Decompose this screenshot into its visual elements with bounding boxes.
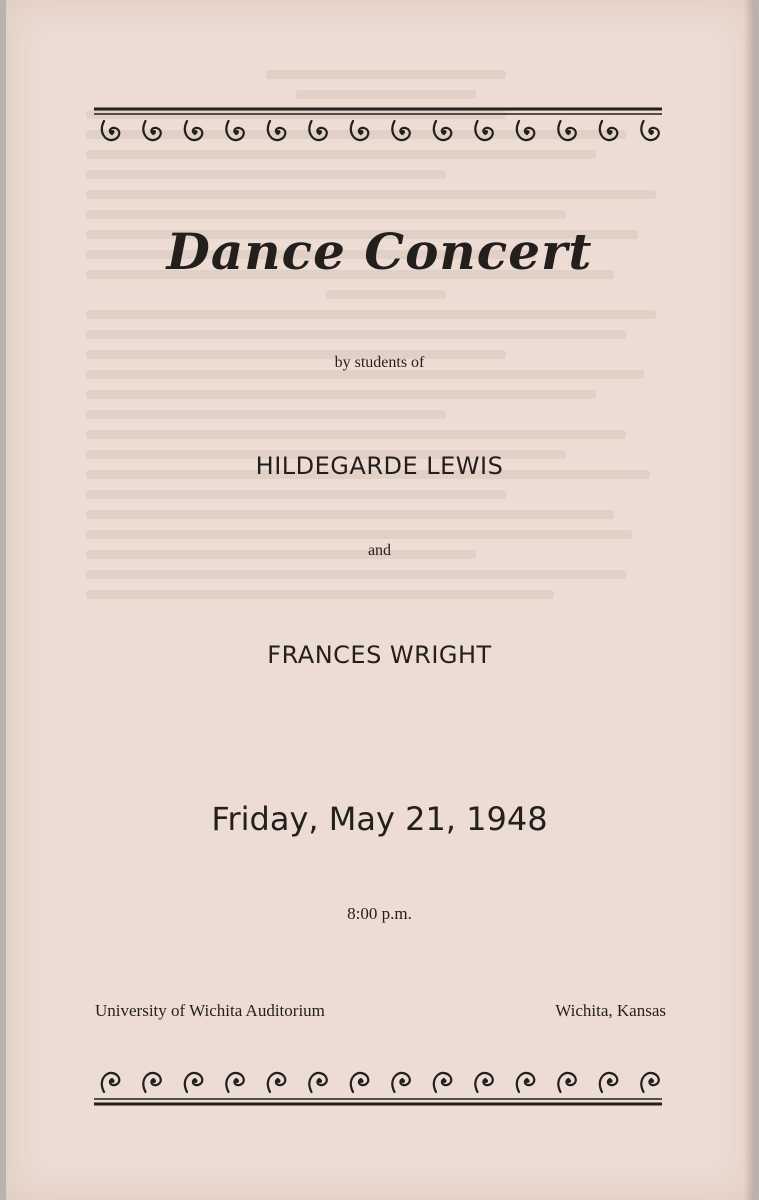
- bottom-scroll-border: [90, 1062, 666, 1110]
- scroll-swirl-dot: [235, 130, 239, 134]
- scroll-swirl-icon: [185, 121, 202, 140]
- scroll-swirl-icon: [517, 1073, 534, 1092]
- scroll-swirl-dot: [567, 1079, 571, 1083]
- scroll-swirl-dot: [235, 1079, 239, 1083]
- scroll-swirl-icon-row: [102, 1073, 659, 1092]
- scroll-swirl-icon: [475, 121, 492, 140]
- scroll-swirl-icon: [392, 121, 409, 140]
- scroll-swirl-dot: [318, 1079, 322, 1083]
- scroll-swirl-dot: [318, 130, 322, 134]
- concert-title: Dance Concert: [166, 222, 593, 281]
- scroll-swirl-icon: [600, 1073, 617, 1092]
- scroll-swirl-dot: [401, 1079, 405, 1083]
- scroll-swirl-dot: [277, 130, 281, 134]
- scroll-swirl-dot: [484, 1079, 488, 1083]
- concert-time: 8:00 p.m.: [347, 904, 412, 923]
- scroll-swirl-icon: [102, 1073, 119, 1092]
- scroll-swirl-icon: [558, 1073, 575, 1092]
- scroll-swirl-dot: [360, 1079, 364, 1083]
- scroll-swirl-icon: [475, 1073, 492, 1092]
- scroll-swirl-icon: [102, 121, 119, 140]
- scroll-swirl-dot: [484, 130, 488, 134]
- scroll-swirl-dot: [194, 130, 198, 134]
- scroll-swirl-dot: [567, 130, 571, 134]
- scroll-swirl-dot: [443, 130, 447, 134]
- scroll-swirl-icon: [600, 121, 617, 140]
- scroll-swirl-dot: [650, 130, 654, 134]
- teacher-name-frances: FRANCES WRIGHT: [267, 641, 492, 669]
- scroll-swirl-icon: [309, 121, 326, 140]
- byline: by students of: [334, 354, 425, 371]
- scroll-swirl-dot: [111, 130, 115, 134]
- scroll-swirl-dot: [152, 1079, 156, 1083]
- scroll-swirl-icon: [392, 1073, 409, 1092]
- scroll-swirl-dot: [526, 1079, 530, 1083]
- scroll-swirl-dot: [401, 130, 405, 134]
- scroll-swirl-dot: [650, 1079, 654, 1083]
- page-edge-shadow: [744, 0, 754, 1200]
- scroll-swirl-dot: [360, 130, 364, 134]
- scroll-swirl-dot: [443, 1079, 447, 1083]
- scroll-swirl-icon: [226, 1073, 243, 1092]
- scroll-swirl-icon: [558, 121, 575, 140]
- scroll-swirl-icon: [641, 1073, 658, 1092]
- scroll-swirl-dot: [526, 130, 530, 134]
- venue-city: Wichita, Kansas: [555, 1001, 666, 1020]
- scroll-swirl-icon: [268, 1073, 285, 1092]
- conjunction: and: [367, 542, 392, 559]
- concert-date: Friday, May 21, 1948: [211, 800, 548, 838]
- scroll-swirl-dot: [194, 1079, 198, 1083]
- scroll-swirl-icon-row: [102, 121, 659, 140]
- scroll-swirl-icon: [143, 1073, 160, 1092]
- teacher-name-hildegarde: HILDEGARDE LEWIS: [255, 452, 504, 480]
- scroll-swirl-dot: [277, 1079, 281, 1083]
- top-scroll-border: [90, 105, 666, 153]
- scroll-swirl-icon: [434, 1073, 451, 1092]
- scroll-swirl-dot: [152, 130, 156, 134]
- scroll-swirl-icon: [309, 1073, 326, 1092]
- venue-name: University of Wichita Auditorium: [95, 1001, 325, 1020]
- scroll-swirl-dot: [111, 1079, 115, 1083]
- scroll-swirl-icon: [351, 121, 368, 140]
- scroll-swirl-dot: [609, 130, 613, 134]
- scroll-swirl-icon: [351, 1073, 368, 1092]
- scroll-swirl-dot: [609, 1079, 613, 1083]
- scroll-swirl-icon: [143, 121, 160, 140]
- scroll-swirl-icon: [185, 1073, 202, 1092]
- scroll-swirl-icon: [434, 121, 451, 140]
- scroll-swirl-icon: [226, 121, 243, 140]
- scroll-swirl-icon: [517, 121, 534, 140]
- scroll-swirl-icon: [641, 121, 658, 140]
- scroll-swirl-icon: [268, 121, 285, 140]
